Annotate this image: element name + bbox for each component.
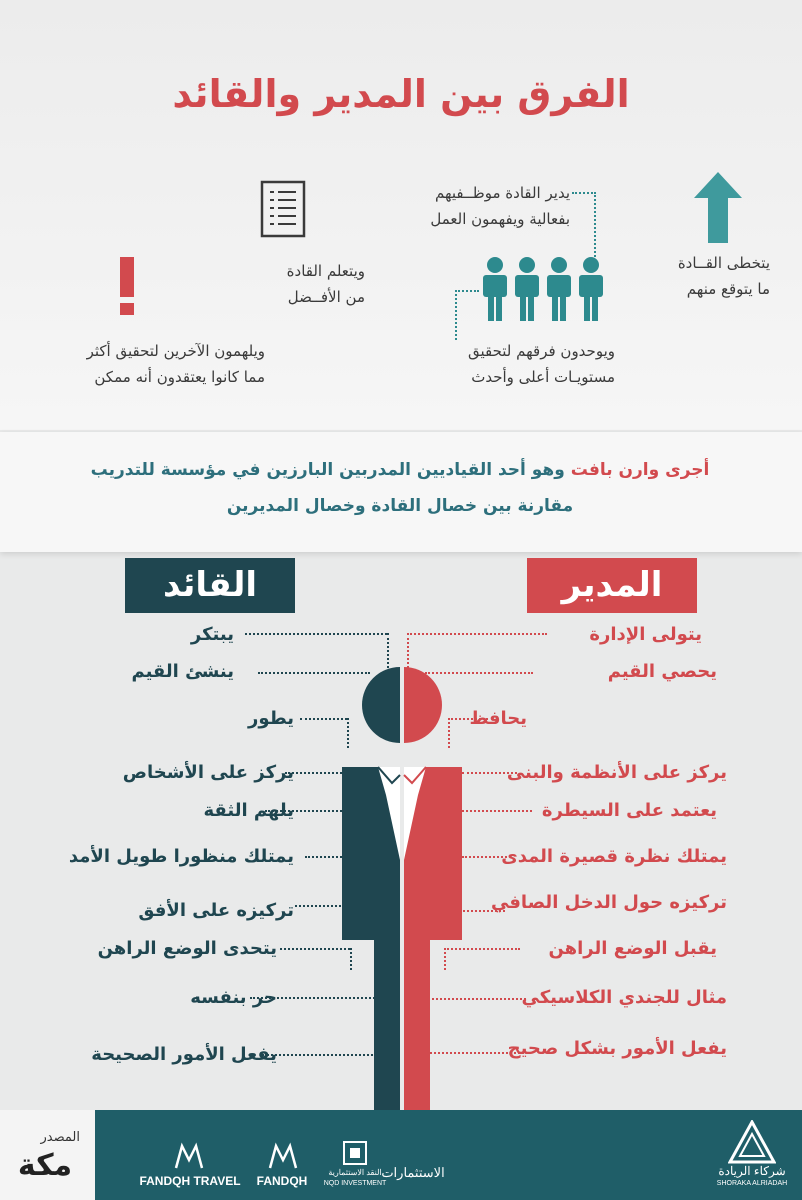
brand-name: شركاء الريادة <box>718 1164 786 1178</box>
fandqh-logo-icon <box>266 1140 300 1170</box>
team-icon <box>475 255 610 325</box>
source-name: مكة <box>17 1148 73 1183</box>
manage-text: يدير القادة موظــفيهم بفعالية ويفهمون العمل <box>430 184 570 228</box>
manager-trait-1: يتولى الإدارة <box>589 624 702 645</box>
unite-connector <box>455 290 479 340</box>
figure-icon <box>330 665 475 1110</box>
manage-connector <box>572 192 596 264</box>
exclamation-icon <box>115 255 139 317</box>
manager-trait-4: يركز على الأنظمة والبنى <box>506 762 727 783</box>
manager-header: المدير <box>527 558 697 613</box>
leader-trait-10: يفعل الأمور الصحيحة <box>91 1044 277 1065</box>
shoraka-logo-icon <box>728 1120 776 1164</box>
exceed-text: يتخطى القــادة ما يتوقع منهم <box>677 254 770 298</box>
brand-name-en: SHORAKA ALRIADAH <box>716 1180 788 1187</box>
unite-text: ويوحدون فرقهم لتحقيق مستويـات أعلى وأحدث <box>467 342 615 386</box>
quote-line-2: مقارنة بين خصال القادة وخصال المديرين <box>226 496 574 516</box>
manager-trait-6: يمتلك نظرة قصيرة المدى <box>501 846 727 867</box>
document-icon <box>260 180 306 238</box>
leader-trait-2: ينشئ القيم <box>131 661 234 682</box>
investments-label: الاستثمارات <box>381 1165 445 1180</box>
fandqh-label: FANDQH <box>256 1174 308 1188</box>
page-title: الفرق بين المدير والقائد <box>172 72 630 116</box>
source-label: المصدر <box>40 1130 80 1145</box>
nqd-logo-icon <box>340 1140 370 1166</box>
leader-header: القائد <box>125 558 295 613</box>
fandqh-travel-label: FANDQH TRAVEL <box>139 1174 241 1188</box>
manager-trait-10: يفعل الأمور بشكل صحيح <box>507 1038 727 1059</box>
leader-trait-9: حر بنفسه <box>190 987 277 1008</box>
leader-trait-7: تركيزه على الأفق <box>138 900 294 921</box>
nqd-label: النقد الاستثمارية <box>328 1168 382 1177</box>
inspire-text: ويلهمون الآخرين لتحقيق أكثر مما كانوا يعتقدون أنه ممكن <box>86 342 265 386</box>
manager-trait-7: تركيزه حول الدخل الصافي <box>490 892 727 913</box>
quote-line-1: أجرى وارن بافت وهو أحد القياديين المدربين البارزين في مؤسسة للتدريب <box>90 460 710 480</box>
manager-trait-9: مثال للجندي الكلاسيكي <box>521 987 727 1008</box>
quote-band <box>0 432 802 552</box>
leader-trait-1: يبتكر <box>190 624 234 645</box>
up-arrow-icon <box>692 170 744 245</box>
leader-trait-3: يطور <box>248 708 294 729</box>
manager-trait-8: يقبل الوضع الراهن <box>548 938 717 959</box>
leader-trait-4: يركز على الأشخاص <box>122 762 294 783</box>
leader-trait-6: يمتلك منظورا طويل الأمد <box>68 846 294 867</box>
nqd-label-en: NQD INVESTMENT <box>323 1180 387 1187</box>
leader-trait-5: يلهم الثقة <box>203 800 294 821</box>
leader-trait-8: يتحدى الوضع الراهن <box>97 938 277 959</box>
manager-trait-5: يعتمد على السيطرة <box>541 800 717 821</box>
learn-text: ويتعلم القادة من الأفــضل <box>286 262 365 306</box>
manager-trait-2: يحصي القيم <box>607 661 717 682</box>
manager-trait-3: يحافظ <box>469 708 527 729</box>
fandqh-travel-logo-icon <box>172 1140 206 1170</box>
